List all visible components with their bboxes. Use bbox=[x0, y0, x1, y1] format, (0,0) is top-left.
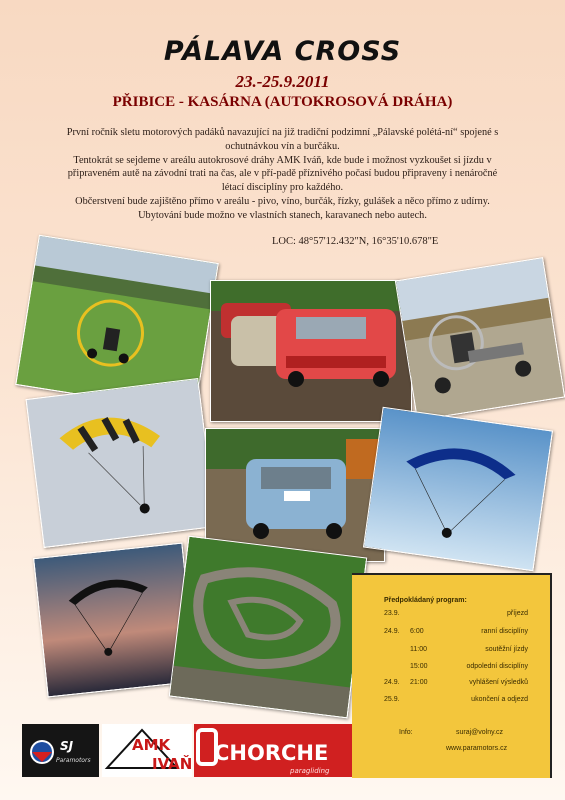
program-date: 25.9. bbox=[384, 696, 400, 703]
intro-paragraph-3: Občerstvení bude zajištěno přímo v areálu - pivo, víno, burčák, řízky, gulášek a něco přímo z udírny. Ubytování bude možno ve vlastních stanech, karavanech nebo autech. bbox=[75, 195, 490, 221]
chorche-logo-text: CHORCHE bbox=[214, 741, 329, 765]
program-date: 23.9. bbox=[384, 610, 400, 617]
chorche-paragliding-logo bbox=[194, 724, 352, 777]
program-event: odpolední disciplíny bbox=[466, 663, 528, 670]
yellow-paraglider-photo bbox=[26, 378, 217, 548]
intro-paragraph-2: Tentokrát se sejdeme v areálu autokrosové dráhy AMK Iváň, kde bude i možnost vyzkoušet si jízdu v připraveném autě na závodní trati na čas, ale v pří-padě příznivého počasí budou připraveny i nenáročné létací disciplíny pro každého. bbox=[67, 154, 498, 194]
program-event: příjezd bbox=[506, 610, 528, 617]
program-row bbox=[352, 696, 550, 706]
program-event: ranní disciplíny bbox=[481, 628, 528, 635]
program-box bbox=[352, 573, 552, 778]
sj-logo-subtext: Paramotors bbox=[56, 757, 91, 764]
program-time: 11:00 bbox=[410, 646, 427, 653]
program-row bbox=[352, 663, 550, 673]
program-row bbox=[352, 646, 550, 656]
program-time: 6:00 bbox=[410, 628, 424, 635]
sj-logo-text: SJ bbox=[60, 739, 74, 753]
intro-text bbox=[60, 126, 505, 223]
event-dates: 23.-25.9.2011 bbox=[235, 72, 330, 91]
sj-paramotors-logo bbox=[22, 724, 99, 777]
racing-cars-photo bbox=[210, 280, 412, 422]
program-event: vyhlášení výsledků bbox=[469, 679, 528, 686]
website-link[interactable]: www.paramotors.cz bbox=[446, 745, 508, 752]
program-row bbox=[352, 628, 550, 638]
info-label: Info: bbox=[399, 729, 413, 736]
amk-logo-text: AMK bbox=[132, 736, 171, 754]
intro-paragraph-1: První ročník sletu motorových padáků navazující na již tradiční podzimní „Pálavské polétá-ní“ spojené s ochutnávkou vín a burčáku. bbox=[66, 127, 499, 152]
paratrike-on-track-photo bbox=[395, 257, 565, 421]
program-row bbox=[352, 610, 550, 620]
poster-title: PÁLAVA CROSS bbox=[163, 36, 402, 67]
location-coordinates: LOC: 48°57'12.432"N, 16°35'10.678"E bbox=[272, 236, 439, 247]
contact-email-link[interactable]: suraj@volny.cz bbox=[456, 729, 504, 736]
chorche-logo-subtext: paragliding bbox=[290, 767, 330, 775]
blue-paraglider-photo bbox=[363, 407, 553, 572]
program-row bbox=[352, 679, 550, 689]
program-date: 24.9. bbox=[384, 628, 400, 635]
aerial-track-photo bbox=[169, 536, 367, 719]
program-title: Předpokládaný program: bbox=[384, 597, 467, 604]
program-event: soutěžní jízdy bbox=[485, 646, 528, 653]
program-time: 21:00 bbox=[410, 679, 428, 686]
amk-ivan-logo bbox=[102, 724, 192, 777]
program-time: 15:00 bbox=[410, 663, 428, 670]
event-place: PŘIBICE - KASÁRNA (AUTOKROSOVÁ DRÁHA) bbox=[112, 94, 453, 110]
ivan-logo-text: IVAŇ bbox=[152, 755, 192, 773]
program-event: ukončení a odjezd bbox=[471, 696, 528, 703]
program-date: 24.9. bbox=[384, 679, 400, 686]
